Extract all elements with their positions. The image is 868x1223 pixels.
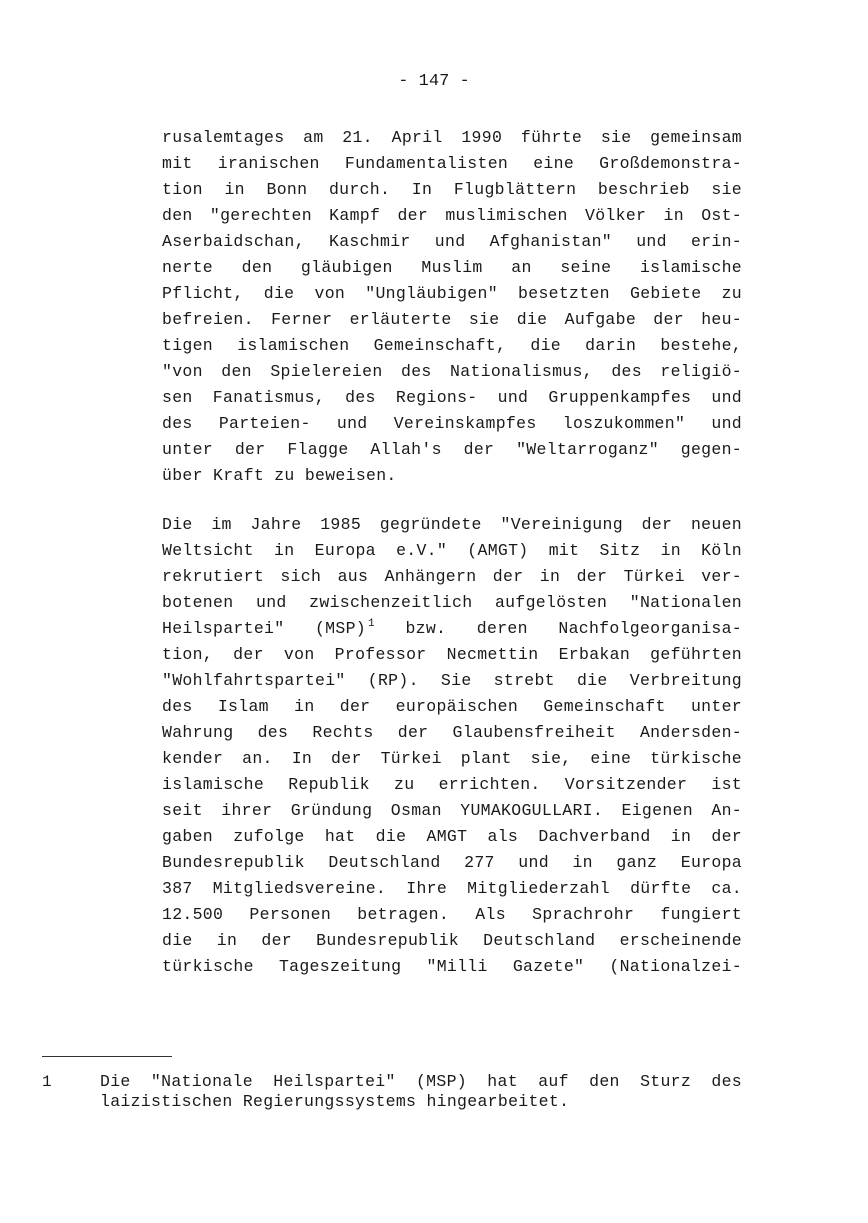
text-line: tion in Bonn durch. In Flugblättern beschrieb sie	[162, 180, 742, 199]
text-line-with-footnote-ref	[162, 616, 742, 642]
text-line: befreien. Ferner erläuterte sie die Aufgabe der heu-	[162, 310, 742, 329]
text-line: kender an. In der Türkei plant sie, eine türkische	[162, 749, 742, 768]
text-line: mit iranischen Fundamentalisten eine Großdemonstra-	[162, 154, 742, 173]
footnote-line: Die "Nationale Heilspartei" (MSP) hat auf den Sturz des	[100, 1072, 742, 1091]
text-fragment: Heilspartei" (MSP)	[162, 619, 366, 638]
text-line: rusalemtages am 21. April 1990 führte sie gemeinsam	[162, 128, 742, 147]
paragraph-1	[162, 125, 742, 489]
text-line: Wahrung des Rechts der Glaubensfreiheit Andersden-	[162, 723, 742, 742]
text-line: botenen und zwischenzeitlich aufgelösten "Nationalen	[162, 593, 742, 612]
text-fragment: bzw. deren Nachfolgeorganisa-	[405, 619, 742, 638]
text-line: türkische Tageszeitung "Milli Gazete" (Nationalzei-	[162, 957, 742, 976]
text-line: Pflicht, die von "Ungläubigen" besetzten Gebiete zu	[162, 284, 742, 303]
footnote-marker: 1	[42, 1073, 52, 1091]
page-number: - 147 -	[398, 72, 470, 91]
text-line: tigen islamischen Gemeinschaft, die darin bestehe,	[162, 336, 742, 355]
text-line: islamische Republik zu errichten. Vorsitzender ist	[162, 775, 742, 794]
text-line: den "gerechten Kampf der muslimischen Völker in Ost-	[162, 206, 742, 225]
text-line: Weltsicht in Europa e.V." (AMGT) mit Sitz in Köln	[162, 541, 742, 560]
text-line: über Kraft zu beweisen.	[162, 466, 397, 485]
text-line: 387 Mitgliedsvereine. Ihre Mitgliederzahl dürfte ca.	[162, 879, 742, 898]
text-line: "von den Spielereien des Nationalismus, des religiö-	[162, 362, 742, 381]
text-line: "Wohlfahrtspartei" (RP). Sie strebt die Verbreitung	[162, 671, 742, 690]
text-line: sen Fanatismus, des Regions- und Gruppenkampfes und	[162, 388, 742, 407]
text-line: nerte den gläubigen Muslim an seine islamische	[162, 258, 742, 277]
footnote-line: laizistischen Regierungssystems hingearbeitet.	[100, 1092, 570, 1111]
text-line: Die im Jahre 1985 gegründete "Vereinigung der neuen	[162, 515, 742, 534]
footnote-text	[100, 1072, 742, 1112]
text-line: 12.500 Personen betragen. Als Sprachrohr fungiert	[162, 905, 742, 924]
text-line: Aserbaidschan, Kaschmir und Afghanistan" und erin-	[162, 232, 742, 251]
text-line: gaben zufolge hat die AMGT als Dachverband in der	[162, 827, 742, 846]
text-line: die in der Bundesrepublik Deutschland erscheinende	[162, 931, 742, 950]
paragraph-2	[162, 512, 742, 980]
text-line: seit ihrer Gründung Osman YUMAKOGULLARI. Eigenen An-	[162, 801, 742, 820]
text-line: des Parteien- und Vereinskampfes loszukommen" und	[162, 414, 742, 433]
text-line: rekrutiert sich aus Anhängern der in der Türkei ver-	[162, 567, 742, 586]
text-line: unter der Flagge Allah's der "Weltarroganz" gegen-	[162, 440, 742, 459]
text-line: des Islam in der europäischen Gemeinschaft unter	[162, 697, 742, 716]
footnote-reference: 1	[367, 618, 375, 630]
text-line: Bundesrepublik Deutschland 277 und in ganz Europa	[162, 853, 742, 872]
footnote-divider	[42, 1056, 172, 1057]
text-line: tion, der von Professor Necmettin Erbakan geführten	[162, 645, 742, 664]
